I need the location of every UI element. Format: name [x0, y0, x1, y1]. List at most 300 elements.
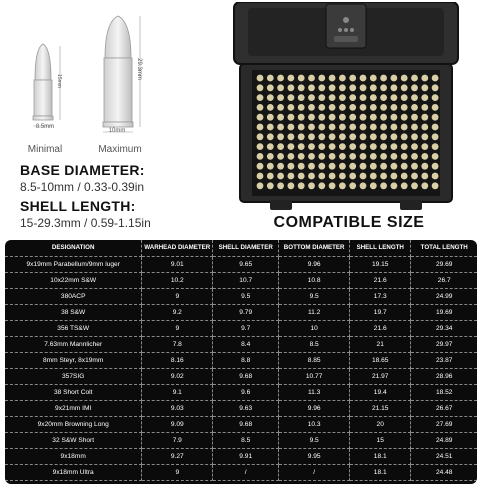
- cartridge-round: [318, 153, 325, 160]
- cartridge-round: [360, 75, 367, 82]
- cartridge-round: [329, 182, 336, 189]
- column-header: SHELL DIAMETER: [213, 240, 279, 257]
- table-cell: 10.2: [142, 273, 213, 289]
- table-cell: 7.8: [142, 337, 213, 353]
- table-row: [5, 257, 477, 273]
- maximum-bullet-icon: [103, 16, 140, 132]
- table-cell: 9.5: [279, 289, 350, 305]
- cartridge-round: [411, 133, 418, 140]
- table-cell: 9.09: [142, 417, 213, 433]
- cartridge-round: [318, 114, 325, 121]
- cartridge-round: [329, 114, 336, 121]
- cartridge-round: [401, 163, 408, 170]
- table-cell: 9: [142, 465, 213, 481]
- table-cell: 29.69: [411, 257, 477, 273]
- cartridge-round: [370, 94, 377, 101]
- column-header: BOTTOM DIAMETER: [279, 240, 350, 257]
- cartridge-round: [339, 153, 346, 160]
- table-cell: 9: [142, 289, 213, 305]
- cartridge-round: [391, 124, 398, 131]
- table-row: [5, 321, 477, 337]
- cartridge-round: [308, 104, 315, 111]
- cartridge-round: [329, 153, 336, 160]
- table-cell: 19.15: [350, 257, 411, 273]
- cartridge-round: [370, 143, 377, 150]
- cartridge-round: [329, 84, 336, 91]
- cartridge-round: [349, 124, 356, 131]
- table-cell: 21.6: [350, 321, 411, 337]
- table-cell: 11.3: [279, 385, 350, 401]
- cartridge-round: [432, 94, 439, 101]
- cartridge-round: [421, 143, 428, 150]
- table-cell: 29.34: [411, 321, 477, 337]
- cartridge-round: [360, 114, 367, 121]
- shell-length-value: 15-29.3mm / 0.59-1.15in: [20, 216, 151, 230]
- cartridge-round: [298, 84, 305, 91]
- table-row: [5, 449, 477, 465]
- cartridge-round: [349, 163, 356, 170]
- cartridge-round: [277, 143, 284, 150]
- cartridge-round: [401, 182, 408, 189]
- cartridge-round: [298, 94, 305, 101]
- cartridge-round: [277, 114, 284, 121]
- min-height-dim: 15mm: [55, 74, 62, 88]
- table-cell: 21.15: [350, 401, 411, 417]
- cartridge-round: [298, 124, 305, 131]
- cartridge-round: [318, 124, 325, 131]
- cartridge-round: [391, 153, 398, 160]
- cartridge-round: [432, 163, 439, 170]
- cartridge-round: [391, 94, 398, 101]
- cartridge-round: [288, 153, 295, 160]
- cartridge-round: [277, 163, 284, 170]
- cartridge-round: [380, 94, 387, 101]
- cartridge-round: [267, 84, 274, 91]
- table-cell: 9.91: [213, 449, 279, 465]
- cartridge-round: [360, 182, 367, 189]
- bullet-size-diagram: [10, 8, 210, 158]
- cartridge-round: [318, 173, 325, 180]
- ammo-case-image: [230, 2, 462, 212]
- cartridge-round: [329, 75, 336, 82]
- cartridge-round: [267, 163, 274, 170]
- cartridge-round: [267, 182, 274, 189]
- cartridge-round: [288, 163, 295, 170]
- cartridge-round: [411, 182, 418, 189]
- table-cell: /: [279, 465, 350, 481]
- table-cell: 8.16: [142, 353, 213, 369]
- cartridge-round: [391, 133, 398, 140]
- cartridge-round: [370, 124, 377, 131]
- table-cell: 9.79: [213, 305, 279, 321]
- cartridge-round: [360, 173, 367, 180]
- table-cell: 26.67: [411, 401, 477, 417]
- cartridge-round: [277, 133, 284, 140]
- cartridge-round: [267, 75, 274, 82]
- cartridge-round: [360, 104, 367, 111]
- cartridge-round: [360, 143, 367, 150]
- cartridge-round: [298, 182, 305, 189]
- cartridge-round: [432, 153, 439, 160]
- cartridge-round: [432, 182, 439, 189]
- cartridge-round: [411, 124, 418, 131]
- table-cell: 9.68: [213, 417, 279, 433]
- cartridge-round: [267, 153, 274, 160]
- table-cell: 28.96: [411, 369, 477, 385]
- cartridge-round: [370, 133, 377, 140]
- table-cell: 18.52: [411, 385, 477, 401]
- designation-cell: 38 S&W: [5, 305, 142, 321]
- cartridge-round: [401, 94, 408, 101]
- cartridge-round: [288, 124, 295, 131]
- designation-cell: 9x18mm: [5, 449, 142, 465]
- designation-cell: 9x19mm Parabellum/9mm luger: [5, 257, 142, 273]
- cartridge-round: [391, 84, 398, 91]
- table-cell: 9.01: [142, 257, 213, 273]
- cartridge-round: [349, 114, 356, 121]
- cartridge-round: [339, 173, 346, 180]
- designation-cell: 357SIG: [5, 369, 142, 385]
- table-row: [5, 353, 477, 369]
- cartridge-round: [391, 173, 398, 180]
- cartridge-round: [339, 133, 346, 140]
- cartridge-round: [380, 143, 387, 150]
- cartridge-round: [339, 163, 346, 170]
- cartridge-round: [298, 143, 305, 150]
- table-cell: 24.48: [411, 465, 477, 481]
- cartridge-round: [432, 114, 439, 121]
- cartridge-round: [432, 173, 439, 180]
- cartridge-round: [277, 182, 284, 189]
- cartridge-round: [411, 114, 418, 121]
- cartridge-round: [257, 153, 264, 160]
- cartridge-round: [288, 143, 295, 150]
- cartridge-round: [277, 124, 284, 131]
- cartridge-round: [257, 84, 264, 91]
- table-cell: 24.99: [411, 289, 477, 305]
- table-cell: 21: [350, 337, 411, 353]
- shell-length-title: SHELL LENGTH:: [20, 198, 136, 214]
- table-cell: 10.77: [279, 369, 350, 385]
- cartridge-round: [370, 114, 377, 121]
- cartridge-round: [318, 84, 325, 91]
- cartridge-round: [411, 143, 418, 150]
- cartridge-round: [329, 133, 336, 140]
- cartridge-round: [318, 163, 325, 170]
- cartridge-round: [277, 104, 284, 111]
- table-cell: 8.85: [279, 353, 350, 369]
- cartridge-round: [288, 114, 295, 121]
- cartridge-round: [288, 84, 295, 91]
- table-row: [5, 305, 477, 321]
- cartridge-round: [329, 143, 336, 150]
- table-row: [5, 417, 477, 433]
- column-header: SHELL LENGTH: [350, 240, 411, 257]
- table-cell: 26.7: [411, 273, 477, 289]
- table-cell: 24.51: [411, 449, 477, 465]
- cartridge-round: [339, 143, 346, 150]
- table-cell: 9.95: [279, 449, 350, 465]
- cartridge-round: [360, 163, 367, 170]
- cartridge-round: [380, 153, 387, 160]
- table-cell: 10.8: [279, 273, 350, 289]
- cartridge-round: [349, 173, 356, 180]
- max-width-dim: 10mm: [108, 128, 126, 134]
- table-cell: 8.8: [213, 353, 279, 369]
- cartridge-round: [329, 94, 336, 101]
- designation-cell: 32 S&W Short: [5, 433, 142, 449]
- cartridge-round: [380, 173, 387, 180]
- cartridge-round: [401, 143, 408, 150]
- cartridge-round: [277, 173, 284, 180]
- cartridge-round: [432, 84, 439, 91]
- table-cell: 8.4: [213, 337, 279, 353]
- cartridge-round: [277, 75, 284, 82]
- cartridge-round: [308, 75, 315, 82]
- cartridge-round: [411, 75, 418, 82]
- compatibility-table: [5, 240, 477, 484]
- cartridge-round: [401, 75, 408, 82]
- cartridge-round: [308, 143, 315, 150]
- cartridge-round: [349, 143, 356, 150]
- table-row: [5, 385, 477, 401]
- cartridge-round: [380, 75, 387, 82]
- base-diameter-title: BASE DIAMETER:: [20, 162, 145, 178]
- cartridge-round: [349, 75, 356, 82]
- designation-cell: 8mm Steyr, 8x19mm: [5, 353, 142, 369]
- cartridge-round: [421, 104, 428, 111]
- cartridge-round: [411, 94, 418, 101]
- cartridge-round: [318, 94, 325, 101]
- cartridge-round: [411, 153, 418, 160]
- cartridge-round: [267, 104, 274, 111]
- cartridge-round: [257, 75, 264, 82]
- cartridge-round: [421, 173, 428, 180]
- cartridge-round: [432, 75, 439, 82]
- cartridge-round: [339, 182, 346, 189]
- cartridge-round: [308, 114, 315, 121]
- cartridge-round: [257, 173, 264, 180]
- cartridge-round: [370, 104, 377, 111]
- cartridge-round: [267, 124, 274, 131]
- cartridge-round: [401, 124, 408, 131]
- table-cell: 20: [350, 417, 411, 433]
- table-row: [5, 401, 477, 417]
- cartridge-round: [401, 104, 408, 111]
- cartridge-round: [401, 133, 408, 140]
- cartridge-round: [401, 153, 408, 160]
- table-cell: 21.97: [350, 369, 411, 385]
- table-cell: 9.1: [142, 385, 213, 401]
- cartridge-round: [432, 104, 439, 111]
- table-cell: 10.3: [279, 417, 350, 433]
- table-cell: 21.6: [350, 273, 411, 289]
- cartridge-round: [339, 94, 346, 101]
- cartridge-round: [360, 124, 367, 131]
- cartridge-round: [257, 124, 264, 131]
- cartridge-round: [288, 133, 295, 140]
- cartridge-round: [421, 124, 428, 131]
- cartridge-round: [391, 114, 398, 121]
- min-width-dim: 8.5mm: [35, 124, 55, 130]
- cartridge-round: [308, 163, 315, 170]
- table-header-row: [5, 240, 477, 257]
- table-row: [5, 273, 477, 289]
- cartridge-round: [308, 124, 315, 131]
- cartridge-round: [298, 104, 305, 111]
- cartridge-round: [411, 173, 418, 180]
- cartridge-round: [298, 153, 305, 160]
- table-cell: 9.03: [142, 401, 213, 417]
- cartridge-round: [257, 104, 264, 111]
- table-cell: 9.6: [213, 385, 279, 401]
- cartridge-round: [421, 163, 428, 170]
- cartridge-round: [360, 153, 367, 160]
- cartridge-round: [380, 182, 387, 189]
- designation-cell: 7.63mm Mannlicher: [5, 337, 142, 353]
- designation-cell: 356 TS&W: [5, 321, 142, 337]
- cartridge-round: [318, 143, 325, 150]
- cartridge-round: [411, 84, 418, 91]
- cartridge-round: [349, 182, 356, 189]
- table-row: [5, 433, 477, 449]
- cartridge-round: [298, 173, 305, 180]
- table-cell: 29.97: [411, 337, 477, 353]
- table-cell: /: [213, 465, 279, 481]
- table-row: [5, 369, 477, 385]
- table-cell: 9.65: [213, 257, 279, 273]
- table-cell: 9.2: [142, 305, 213, 321]
- cartridge-round: [360, 94, 367, 101]
- column-header: WARHEAD DIAMETER: [142, 240, 213, 257]
- cartridge-round: [432, 133, 439, 140]
- cartridge-round: [257, 133, 264, 140]
- minimal-label: Minimal: [27, 144, 63, 155]
- cartridge-round: [267, 114, 274, 121]
- cartridge-round: [257, 163, 264, 170]
- cartridge-round: [308, 182, 315, 189]
- cartridge-round: [339, 84, 346, 91]
- cartridge-round: [288, 173, 295, 180]
- cartridge-round: [360, 133, 367, 140]
- table-cell: 19.4: [350, 385, 411, 401]
- cartridge-round: [298, 114, 305, 121]
- table-cell: 10.7: [213, 273, 279, 289]
- cartridge-round: [391, 143, 398, 150]
- cartridge-round: [308, 173, 315, 180]
- cartridge-round: [421, 133, 428, 140]
- cartridge-round: [380, 104, 387, 111]
- cartridge-round: [421, 153, 428, 160]
- cartridge-round: [391, 182, 398, 189]
- table-cell: 9.68: [213, 369, 279, 385]
- cartridge-round: [391, 163, 398, 170]
- cartridge-round: [329, 163, 336, 170]
- table-cell: 7.9: [142, 433, 213, 449]
- cartridge-round: [339, 104, 346, 111]
- cartridge-round: [380, 114, 387, 121]
- cartridge-round: [380, 84, 387, 91]
- table-row: [5, 337, 477, 353]
- cartridge-round: [401, 114, 408, 121]
- cartridge-round: [370, 75, 377, 82]
- cartridge-round: [308, 94, 315, 101]
- cartridge-round: [370, 182, 377, 189]
- cartridge-round: [349, 94, 356, 101]
- cartridge-round: [421, 182, 428, 189]
- table-cell: 19.7: [350, 305, 411, 321]
- column-header: DESIGNATION: [5, 240, 142, 257]
- cartridge-round: [267, 133, 274, 140]
- cartridge-round: [339, 124, 346, 131]
- designation-cell: 38 Short Colt: [5, 385, 142, 401]
- table-cell: 27.69: [411, 417, 477, 433]
- cartridge-round: [277, 84, 284, 91]
- cartridge-round: [267, 173, 274, 180]
- cartridge-round: [391, 104, 398, 111]
- table-cell: 9.02: [142, 369, 213, 385]
- cartridge-round: [257, 114, 264, 121]
- cartridge-round: [411, 163, 418, 170]
- table-cell: 19.69: [411, 305, 477, 321]
- table-cell: 11.2: [279, 305, 350, 321]
- table-cell: 9.27: [142, 449, 213, 465]
- table-cell: 9.96: [279, 257, 350, 273]
- designation-cell: 380ACP: [5, 289, 142, 305]
- table-cell: 9.5: [279, 433, 350, 449]
- cartridge-round: [421, 75, 428, 82]
- table-cell: 23.87: [411, 353, 477, 369]
- table-cell: 9.5: [213, 289, 279, 305]
- table-cell: 15: [350, 433, 411, 449]
- designation-cell: 9x18mm Ultra: [5, 465, 142, 481]
- table-cell: 8.5: [279, 337, 350, 353]
- table-row: [5, 465, 477, 481]
- designation-cell: 9x20mm Browning Long: [5, 417, 142, 433]
- cartridge-round: [298, 75, 305, 82]
- cartridge-round: [308, 84, 315, 91]
- cartridge-round: [380, 163, 387, 170]
- base-diameter-value: 8.5-10mm / 0.33-0.39in: [20, 180, 145, 194]
- cartridge-round: [380, 133, 387, 140]
- cartridge-round: [349, 133, 356, 140]
- cartridge-round: [329, 173, 336, 180]
- table-cell: 9.7: [213, 321, 279, 337]
- cartridge-round: [349, 104, 356, 111]
- product-info-area: [0, 0, 483, 236]
- cartridge-round: [380, 124, 387, 131]
- cartridge-round: [370, 84, 377, 91]
- cartridge-round: [318, 75, 325, 82]
- table-cell: 9.96: [279, 401, 350, 417]
- designation-cell: 9x21mm IMI: [5, 401, 142, 417]
- cartridge-round: [432, 143, 439, 150]
- cartridge-round: [421, 84, 428, 91]
- cartridge-round: [267, 94, 274, 101]
- cartridge-round: [318, 104, 325, 111]
- designation-cell: 10x22mm S&W: [5, 273, 142, 289]
- cartridge-round: [432, 124, 439, 131]
- table-cell: 18.1: [350, 449, 411, 465]
- table-cell: 18.1: [350, 465, 411, 481]
- cartridge-round: [401, 84, 408, 91]
- cartridge-round: [257, 143, 264, 150]
- table-cell: 17.3: [350, 289, 411, 305]
- table-cell: 9: [142, 321, 213, 337]
- cartridge-round: [257, 94, 264, 101]
- cartridge-round: [298, 133, 305, 140]
- cartridge-round: [339, 75, 346, 82]
